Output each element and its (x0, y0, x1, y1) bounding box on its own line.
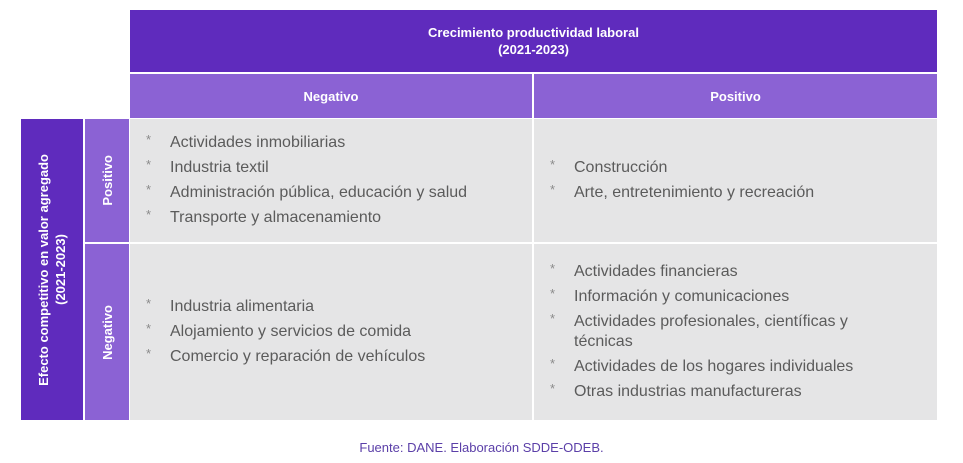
row-axis-header (21, 119, 83, 420)
list-item (146, 133, 532, 153)
list-item-text: Información y comunicaciones (574, 288, 790, 305)
list-item (550, 382, 937, 402)
list-item-text: Actividades profesionales, científicas y técnicas (574, 313, 848, 350)
source-note: Fuente: DANE. Elaboración SDDE-ODEB. (359, 440, 604, 455)
asterisk-bullet-icon: * (146, 207, 152, 222)
list-item (146, 158, 532, 178)
asterisk-bullet-icon: * (550, 356, 556, 371)
list-item (550, 262, 937, 282)
row-header-positive-label: Positivo (99, 155, 115, 206)
list-item (146, 347, 532, 367)
list-item (550, 312, 937, 352)
list-item (550, 158, 937, 178)
list-item-text: Construcción (574, 159, 668, 176)
list-item-text: Actividades inmobiliarias (170, 134, 346, 151)
asterisk-bullet-icon: * (550, 286, 556, 301)
list-item (146, 297, 532, 317)
asterisk-bullet-icon: * (146, 346, 152, 361)
cell-positive-row-negative-col (130, 119, 532, 242)
asterisk-bullet-icon: * (550, 157, 556, 172)
list-item-text: Industria alimentaria (170, 298, 315, 315)
column-header-positive (534, 74, 937, 118)
asterisk-bullet-icon: * (550, 261, 556, 276)
asterisk-bullet-icon: * (146, 296, 152, 311)
asterisk-bullet-icon: * (550, 311, 556, 326)
list-item-text: Administración pública, educación y salud (170, 184, 468, 201)
list-item-text: Arte, entretenimiento y recreación (574, 184, 815, 201)
list-item-text: Alojamiento y servicios de comida (170, 323, 411, 340)
row-axis-period: (2021-2023) (53, 234, 68, 305)
list-item-text: Actividades financieras (574, 263, 738, 280)
list-item (146, 183, 532, 203)
list-item (146, 322, 532, 342)
row-axis-title: Efecto competitivo en valor agregado (36, 153, 51, 386)
list-item (550, 287, 937, 307)
cell-negative-row-positive-col (534, 244, 937, 420)
column-header-positive-label: Positivo (710, 88, 761, 104)
row-header-positive (85, 119, 129, 242)
row-header-negative (85, 244, 129, 420)
asterisk-bullet-icon: * (146, 132, 152, 147)
list-item (550, 357, 937, 377)
asterisk-bullet-icon: * (146, 157, 152, 172)
cell-positive-row-positive-col (534, 119, 937, 242)
list-item-text: Comercio y reparación de vehículos (170, 348, 426, 365)
header-period: (2021-2023) (498, 42, 569, 57)
table-main-header (130, 10, 937, 72)
asterisk-bullet-icon: * (550, 381, 556, 396)
list-item (146, 208, 532, 228)
asterisk-bullet-icon: * (550, 182, 556, 197)
column-header-negative-label: Negativo (303, 88, 359, 104)
header-title: Crecimiento productividad laboral (428, 25, 639, 40)
list-item-text: Otras industrias manufactureras (574, 383, 802, 400)
list-item-text: Industria textil (170, 159, 269, 176)
cell-negative-row-negative-col (130, 244, 532, 420)
asterisk-bullet-icon: * (146, 182, 152, 197)
list-item (550, 183, 937, 203)
asterisk-bullet-icon: * (146, 321, 152, 336)
column-header-negative (130, 74, 532, 118)
row-header-negative-label: Negativo (99, 304, 115, 360)
list-item-text: Actividades de los hogares individuales (574, 358, 854, 375)
list-item-text: Transporte y almacenamiento (170, 209, 382, 226)
